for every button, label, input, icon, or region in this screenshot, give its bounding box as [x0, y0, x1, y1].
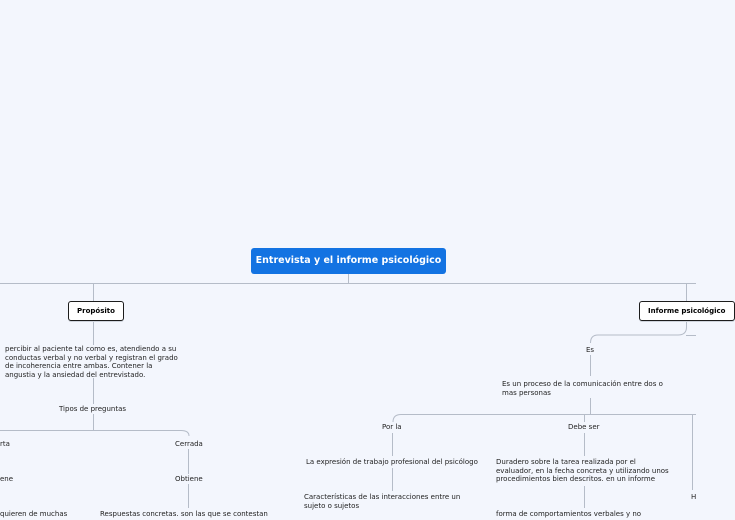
informe-definition[interactable]: Es un proceso de la comunicación entre dos o mas personas: [502, 380, 663, 397]
informe-topic[interactable]: Informe psicológico: [639, 301, 735, 321]
proposito-topic[interactable]: Propósito: [68, 301, 124, 321]
closed-question-label[interactable]: Cerrada: [175, 440, 203, 448]
open-answer-text[interactable]: quieren de muchas: [0, 510, 68, 518]
por-la-text-2[interactable]: Características de las interacciones entre un sujeto o sujetos: [304, 493, 461, 510]
far-right-label[interactable]: H: [691, 493, 697, 501]
tipos-de-preguntas-label[interactable]: Tipos de preguntas: [59, 405, 127, 413]
debe-ser-label[interactable]: Debe ser: [568, 423, 600, 431]
closed-obtains-label[interactable]: Obtiene: [175, 475, 203, 483]
open-question-label[interactable]: rta: [0, 440, 10, 448]
por-la-text-1[interactable]: La expresión de trabajo profesional del psicólogo: [306, 458, 478, 466]
es-label[interactable]: Es: [586, 346, 595, 354]
debe-ser-text-1[interactable]: Duradero sobre la tarea realizada por el evaluador, en la fecha concreta y utilizando unos procedimientos bien descritos. en un informe: [496, 458, 669, 484]
proposito-description[interactable]: percibir al paciente tal como es, atendiendo a su conductas verbal y no verbal y registran el grado de incoherencia entre ambas. Contener la angustia y la ansiedad del entrevistado.: [5, 345, 178, 379]
debe-ser-text-2[interactable]: forma de comportamientos verbales y no: [496, 510, 642, 518]
open-obtains-label[interactable]: ene: [0, 475, 14, 483]
por-la-label[interactable]: Por la: [382, 423, 402, 431]
closed-answer-text[interactable]: Respuestas concretas. son las que se contestan: [100, 510, 268, 518]
root-topic[interactable]: Entrevista y el informe psicológico: [251, 248, 446, 274]
